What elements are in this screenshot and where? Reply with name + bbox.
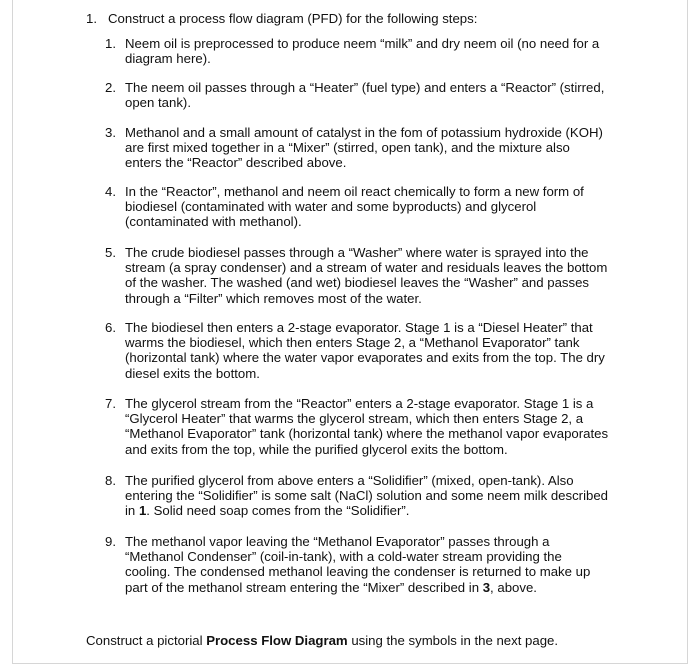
step-reference-bold: 3 [482, 579, 491, 595]
step-text-line: Neem oil is preprocessed to produce neem “milk” and dry neem oil (no need for a [125, 36, 600, 51]
step-text-segment: , above. [490, 579, 537, 595]
step-text-line: open tank). [125, 95, 191, 111]
step-reference-bold: 1 [138, 503, 147, 519]
footer-instruction [86, 633, 558, 648]
step-text-line: are first mixed together in a “Mixer” (stirred, open tank), and the mixture also [125, 140, 570, 156]
step-text-line: through a “Filter” which removes most of the water. [125, 290, 422, 306]
step-number: 8. [105, 473, 116, 488]
step-number: 1. [105, 36, 116, 51]
step-text-line: (contaminated with methanol). [125, 214, 302, 230]
step-text-line: cooling. The condensed methanol leaving the condenser is returned to make up [125, 564, 591, 580]
step-text-line: “Methanol Evaporator” tank (horizontal tank) where the methanol vapor evaporates [125, 426, 609, 442]
step-text-line: diagram here). [125, 51, 211, 67]
step-text-line: warms the biodiesel, which then enters Stage 2, a “Methanol Evaporator” tank [125, 335, 580, 351]
step-text-line: diesel exits the bottom. [125, 365, 260, 381]
list-item [105, 320, 635, 381]
list-item [105, 473, 635, 519]
step-text-segment: . Solid need soap comes from the “Solidifier”. [146, 503, 410, 519]
list-item [105, 245, 635, 306]
list-item [105, 36, 635, 66]
question-number: 1. [86, 11, 97, 26]
step-text-line: The biodiesel then enters a 2-stage evaporator. Stage 1 is a “Diesel Heater” that [125, 320, 593, 335]
footer-text-segment: Construct a pictorial [86, 633, 207, 648]
step-number: 6. [105, 320, 116, 335]
step-text-segment: in [125, 503, 139, 519]
step-number: 7. [105, 396, 116, 411]
step-number: 5. [105, 245, 116, 260]
step-text-line: entering the “Solidifier” is some salt (NaCl) solution and some neem milk described [125, 488, 609, 504]
question-prompt: Construct a process flow diagram (PFD) for the following steps: [108, 11, 478, 26]
footer-text-segment: using the symbols in the next page. [347, 633, 559, 648]
step-text-line: enters the “Reactor” described above. [125, 155, 347, 171]
step-text-line [125, 580, 635, 595]
step-text-line [125, 503, 635, 518]
list-item [105, 534, 635, 595]
step-text-line: The glycerol stream from the “Reactor” enters a 2-stage evaporator. Stage 1 is a [125, 396, 594, 411]
step-text-line: In the “Reactor”, methanol and neem oil react chemically to form a new form of [125, 184, 584, 199]
step-text-line: The neem oil passes through a “Heater” (fuel type) and enters a “Reactor” (stirred, [125, 80, 605, 95]
step-text-line: biodiesel (contaminated with water and some byproducts) and glycerol [125, 199, 537, 215]
list-item [105, 125, 635, 171]
step-text-line: Methanol and a small amount of catalyst in the fom of potassium hydroxide (KOH) [125, 125, 603, 140]
step-text-line: “Methanol Condenser” (coil-in-tank), with a cold-water stream providing the [125, 549, 562, 565]
step-number: 9. [105, 534, 116, 549]
step-text-line: The purified glycerol from above enters a “Solidifier” (mixed, open-tank). Also [125, 473, 574, 488]
step-text-line: The methanol vapor leaving the “Methanol Evaporator” passes through a [125, 534, 550, 549]
footer-bold-term: Process Flow Diagram [206, 633, 348, 648]
step-number: 4. [105, 184, 116, 199]
step-text-line: of the washer. The washed (and wet) biodiesel leaves the “Washer” and passes [125, 275, 590, 291]
step-number: 2. [105, 80, 116, 95]
step-number: 3. [105, 125, 116, 140]
step-text-segment: part of the methanol stream entering the “Mixer” described in [125, 579, 483, 595]
step-text-line: (horizontal tank) where the water vapor evaporates and exits from the top. The dry [125, 350, 605, 366]
step-text-line: and exits from the top, while the purified glycerol exits the bottom. [125, 441, 508, 457]
step-text-line: “Glycerol Heater” that warms the glycerol stream, which then enters Stage 2, a [125, 411, 584, 427]
list-item [105, 184, 635, 230]
step-text-line: stream (a spray condenser) and a stream of water and residuals leaves the bottom [125, 260, 608, 276]
list-item [105, 80, 635, 110]
list-item [105, 396, 635, 457]
step-text-line: The crude biodiesel passes through a “Washer” where water is sprayed into the [125, 245, 589, 260]
